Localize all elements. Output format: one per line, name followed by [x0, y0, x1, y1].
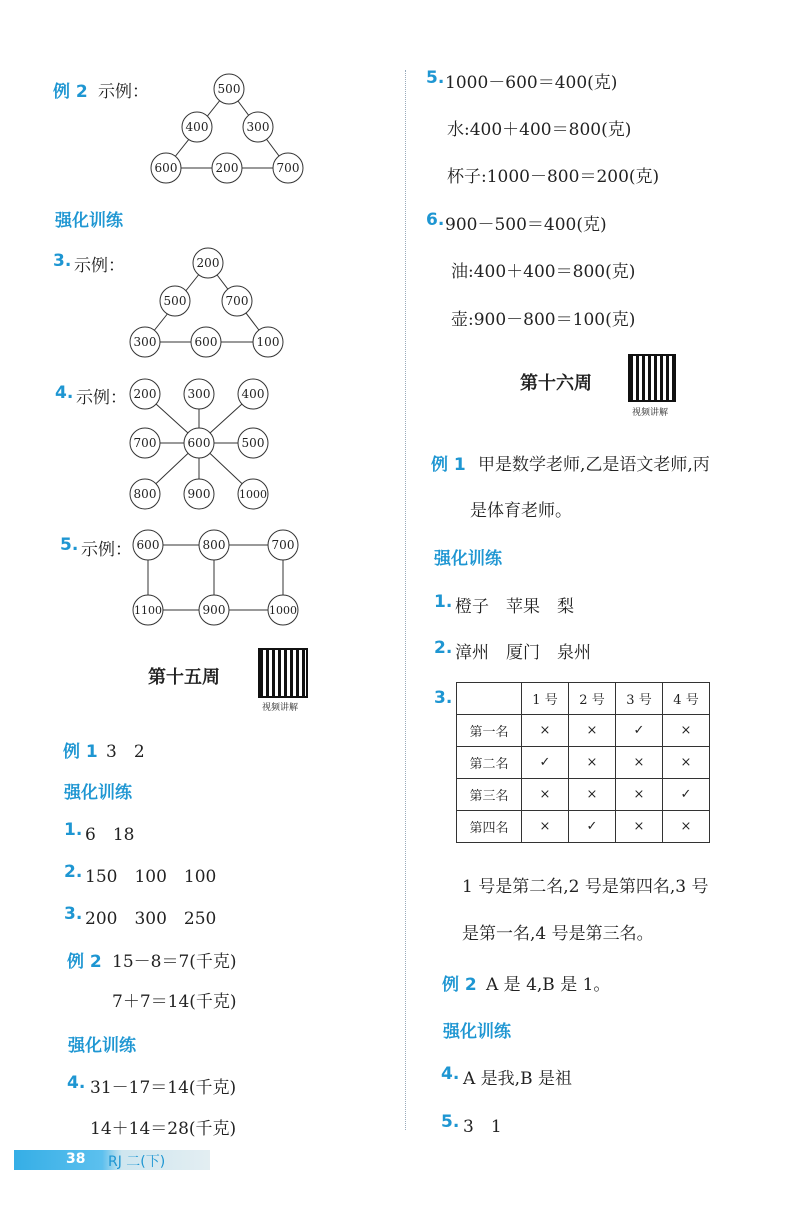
qr-code-icon[interactable]: [258, 648, 308, 698]
node-circle: [182, 112, 212, 142]
table-header-cell: 3 号: [616, 683, 663, 715]
node-circle: [130, 428, 160, 458]
right-b2-text: 漳州 厦门 泉州: [455, 643, 591, 663]
node-circle: [273, 153, 303, 183]
node-circle: [130, 379, 160, 409]
table-cell: ×: [663, 811, 710, 843]
svg-text:700: 700: [271, 538, 295, 552]
training-heading-1: 强化训练: [55, 211, 123, 231]
right-b3-line-2: 是第一名,4 号是第三名。: [462, 924, 654, 944]
node-circle: [130, 479, 160, 509]
table-cell: ×: [569, 715, 616, 747]
right-training-heading-1: 强化训练: [434, 549, 502, 569]
week-15-title: 第十五周: [148, 667, 220, 688]
node-circle: [184, 479, 214, 509]
right-6-line-3: 壶:900－800＝100(克): [451, 310, 636, 330]
right-b3-label: 3.: [434, 688, 453, 708]
right-5-label: 5.: [426, 68, 445, 88]
example-2-label: 例 2: [53, 82, 88, 102]
question-5-text: 示例：: [81, 540, 132, 560]
svg-text:200: 200: [133, 387, 157, 401]
node-circle: [184, 379, 214, 409]
table-cell: ✓: [663, 779, 710, 811]
svg-text:700: 700: [276, 161, 300, 175]
table-cell: ✓: [569, 811, 616, 843]
svg-text:400: 400: [241, 387, 265, 401]
node-circle: [214, 74, 244, 104]
right-5-line-1: 1000－600＝400(克): [445, 73, 618, 93]
node-circle: [238, 379, 268, 409]
qr-code-icon[interactable]: [628, 354, 676, 402]
node-circle: [184, 428, 214, 458]
right-6-line-2: 油:400＋400＝800(克): [451, 262, 636, 282]
table-cell: ×: [522, 811, 569, 843]
example-1-label: 例 1: [63, 742, 98, 762]
table-cell: 第三名: [457, 779, 522, 811]
svg-text:400: 400: [185, 120, 209, 134]
table-cell: ×: [616, 747, 663, 779]
triangle-diagram-1: [140, 70, 310, 190]
node-circle: [193, 248, 223, 278]
svg-text:700: 700: [225, 294, 249, 308]
right-b3-line-1: 1 号是第二名,2 号是第四名,3 号: [462, 877, 709, 897]
right-b5-text: 3 1: [463, 1117, 502, 1137]
right-example-2-label: 例 2: [442, 975, 477, 995]
svg-text:600: 600: [194, 335, 218, 349]
star-diagram: [125, 375, 275, 515]
right-b2-label: 2.: [434, 638, 453, 658]
question-4-label: 4.: [55, 383, 74, 403]
right-b1-text: 橙子 苹果 梨: [455, 597, 574, 617]
table-header-cell: 4 号: [663, 683, 710, 715]
answer-4-label: 4.: [67, 1073, 86, 1093]
question-5-label: 5.: [60, 535, 79, 555]
right-b4-label: 4.: [441, 1064, 460, 1084]
rectangle-diagram: [128, 527, 303, 632]
node-circle: [133, 595, 163, 625]
right-example-1-label: 例 1: [431, 455, 466, 475]
table-header-row: [457, 683, 710, 715]
table-row: [457, 747, 710, 779]
table-cell: ✓: [522, 747, 569, 779]
svg-text:200: 200: [215, 161, 239, 175]
table-header-cell: 1 号: [522, 683, 569, 715]
svg-text:1100: 1100: [134, 604, 162, 617]
example-1-answer: 3 2: [106, 742, 145, 762]
svg-text:500: 500: [217, 82, 241, 96]
table-cell: ×: [616, 779, 663, 811]
question-3-text: 示例：: [74, 256, 125, 276]
answer-1-text: 6 18: [85, 825, 135, 845]
svg-text:600: 600: [187, 436, 211, 450]
training-heading-3: 强化训练: [68, 1036, 136, 1056]
node-circle: [243, 112, 273, 142]
svg-text:500: 500: [163, 294, 187, 308]
right-b4-text: A 是我,B 是祖: [463, 1069, 572, 1089]
right-b5-label: 5.: [441, 1112, 460, 1132]
node-circle: [222, 286, 252, 316]
node-circle: [130, 327, 160, 357]
svg-text:600: 600: [136, 538, 160, 552]
node-circle: [268, 530, 298, 560]
svg-text:800: 800: [202, 538, 226, 552]
svg-text:700: 700: [133, 436, 157, 450]
answer-2-label: 2.: [64, 862, 83, 882]
table-cell: 第一名: [457, 715, 522, 747]
node-circle: [191, 327, 221, 357]
table-header-cell: [457, 683, 522, 715]
svg-text:900: 900: [187, 487, 211, 501]
node-circle: [160, 286, 190, 316]
node-circle: [212, 153, 242, 183]
answer-4-line-2: 14＋14＝28(千克): [90, 1119, 237, 1139]
table-header-cell: 2 号: [569, 683, 616, 715]
node-circle: [151, 153, 181, 183]
right-5-line-3: 杯子:1000－800＝200(克): [447, 167, 660, 187]
node-circle: [199, 595, 229, 625]
page-number: 38: [66, 1151, 86, 1167]
table-cell: ×: [616, 811, 663, 843]
question-4-text: 示例：: [76, 388, 127, 408]
table-cell: 第四名: [457, 811, 522, 843]
table-row: [457, 811, 710, 843]
table-cell: ×: [522, 715, 569, 747]
right-example-1-line-1: 甲是数学老师,乙是语文老师,丙: [478, 455, 710, 475]
svg-text:500: 500: [241, 436, 265, 450]
example-2b-line-1: 15－8＝7(千克): [112, 952, 237, 972]
svg-text:100: 100: [256, 335, 280, 349]
node-circle: [133, 530, 163, 560]
answer-3-text: 200 300 250: [85, 909, 217, 929]
example-2b-label: 例 2: [67, 952, 102, 972]
right-5-line-2: 水:400＋400＝800(克): [447, 120, 632, 140]
table-row: [457, 779, 710, 811]
qr-caption: 视频讲解: [262, 703, 299, 713]
svg-text:300: 300: [187, 387, 211, 401]
example-2b-line-2: 7＋7＝14(千克): [112, 992, 237, 1012]
node-circle: [199, 530, 229, 560]
svg-text:200: 200: [196, 256, 220, 270]
right-b1-label: 1.: [434, 592, 453, 612]
example-2-text: 示例：: [98, 82, 149, 102]
edition-label: RJ 二(下): [108, 1154, 166, 1170]
qr-caption: 视频讲解: [632, 408, 669, 418]
table-cell: ×: [569, 779, 616, 811]
table-cell: ✓: [616, 715, 663, 747]
svg-text:300: 300: [133, 335, 157, 349]
triangle-diagram-2: [120, 245, 290, 363]
right-6-label: 6.: [426, 210, 445, 230]
table-row: [457, 715, 710, 747]
right-example-1-line-2: 是体育老师。: [470, 501, 572, 521]
table-cell: ×: [663, 747, 710, 779]
week-16-title: 第十六周: [520, 373, 592, 394]
table-cell: 第二名: [457, 747, 522, 779]
svg-text:600: 600: [154, 161, 178, 175]
ranking-table: [456, 682, 710, 843]
node-circle: [238, 479, 268, 509]
training-heading-2: 强化训练: [64, 783, 132, 803]
svg-text:1000: 1000: [239, 488, 267, 501]
answer-4-line-1: 31－17＝14(千克): [90, 1078, 237, 1098]
answer-2-text: 150 100 100: [85, 867, 217, 887]
table-cell: ×: [522, 779, 569, 811]
svg-text:900: 900: [202, 603, 226, 617]
node-circle: [238, 428, 268, 458]
table-cell: ×: [569, 747, 616, 779]
answer-1-label: 1.: [64, 820, 83, 840]
question-3-label: 3.: [53, 251, 72, 271]
right-example-2-text: A 是 4,B 是 1。: [486, 975, 611, 995]
svg-text:300: 300: [246, 120, 270, 134]
table-cell: ×: [663, 715, 710, 747]
column-divider: [405, 70, 406, 1130]
answer-3-label: 3.: [64, 904, 83, 924]
node-circle: [268, 595, 298, 625]
right-6-line-1: 900－500＝400(克): [445, 215, 607, 235]
svg-text:1000: 1000: [269, 604, 297, 617]
node-circle: [253, 327, 283, 357]
right-training-heading-2: 强化训练: [443, 1022, 511, 1042]
svg-text:800: 800: [133, 487, 157, 501]
